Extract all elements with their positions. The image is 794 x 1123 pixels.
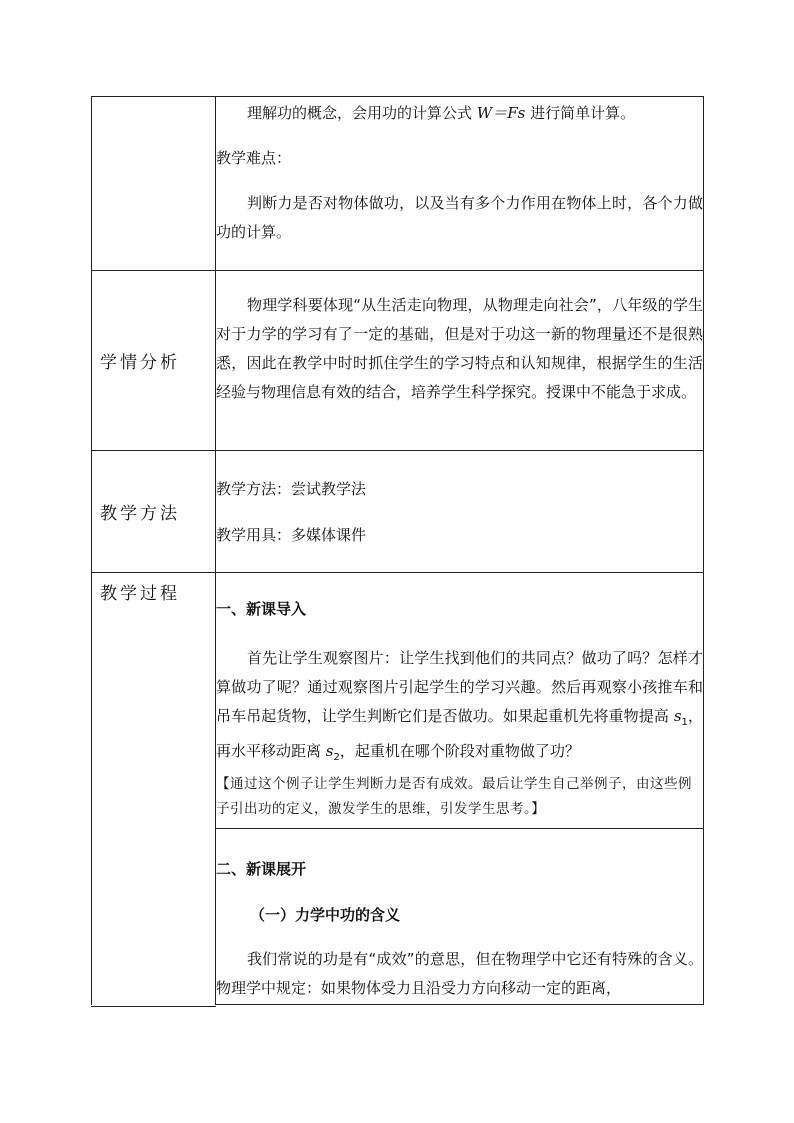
objectives-label-cell: [92, 97, 216, 271]
student-analysis-content-cell: [216, 271, 704, 451]
student-analysis-label: 学情分析: [100, 353, 180, 373]
section2-title: 二、新课展开: [216, 860, 307, 878]
lesson-plan-table: [91, 96, 704, 1005]
teaching-method-label: 教学方法: [100, 504, 180, 524]
method-line: 教学方法：尝试教学法: [216, 480, 367, 498]
lead-in-cell: [216, 573, 704, 829]
teaching-method-row: [92, 451, 704, 573]
label-column-bottom-border: [91, 1006, 216, 1007]
objectives-row: [92, 97, 704, 271]
teaching-method-content-cell: [216, 451, 704, 573]
section1-title: 一、新课导入: [216, 600, 307, 618]
student-analysis-label-cell: [92, 271, 216, 451]
key-point-line: 理解功的概念，会用功的计算公式 W＝Fs 进行简单计算。: [247, 104, 636, 122]
student-analysis-row: [92, 271, 704, 451]
teaching-method-label-cell: [92, 451, 216, 573]
new-lesson-cell: [216, 829, 704, 1005]
section2-text: 我们常说的功是有“成效”的意思，但在物理学中它还有特殊的含义。物理学中规定：如果物体受力且沿受力方向移动一定的距离，: [216, 950, 703, 997]
teaching-process-row: [92, 573, 704, 829]
difficulty-label: 教学难点：: [216, 149, 292, 167]
subsection-title: （一）力学中功的含义: [250, 906, 401, 924]
difficulty-text: 判断力是否对物体做功，以及当有多个力作用在物体上时，各个力做功的计算。: [216, 194, 703, 241]
section1-text: 首先让学生观察图片：让学生找到他们的共同点？做功了吗？怎样才算做功了呢？通过观察图片引起学生的学习兴趣。然后再观察小孩推车和吊车吊起货物，让学生判断它们是否做功。如果起重机先将重物提高 $s_1$，再水平移动距离 $s_2$，起重机在哪个阶段对重物做了功？: [216, 649, 703, 763]
work-formula: W＝Fs: [476, 104, 526, 122]
student-analysis-text: 物理学科要体现“从生活走向物理，从物理走向社会”，八年级的学生对于力学的学习有了一定的基础，但是对于功这一新的物理量还不是很熟悉，因此在教学中时时抓住学生的学习特点和认知规律，根据学生的生活经验与物理信息有效的结合，培养学生科学探究。授课中不能急于求成。: [216, 296, 703, 401]
teaching-process-label: 教学过程: [100, 584, 180, 604]
teaching-process-label-cell: [92, 573, 216, 1005]
tools-line: 教学用具：多媒体课件: [216, 526, 367, 544]
objectives-content-cell: [216, 97, 704, 271]
section1-note: 【通过这个例子让学生判断力是否有成效。最后让学生自己举例子，由这些例子引出功的定义，激发学生的思维，引发学生思考。】: [216, 776, 692, 817]
